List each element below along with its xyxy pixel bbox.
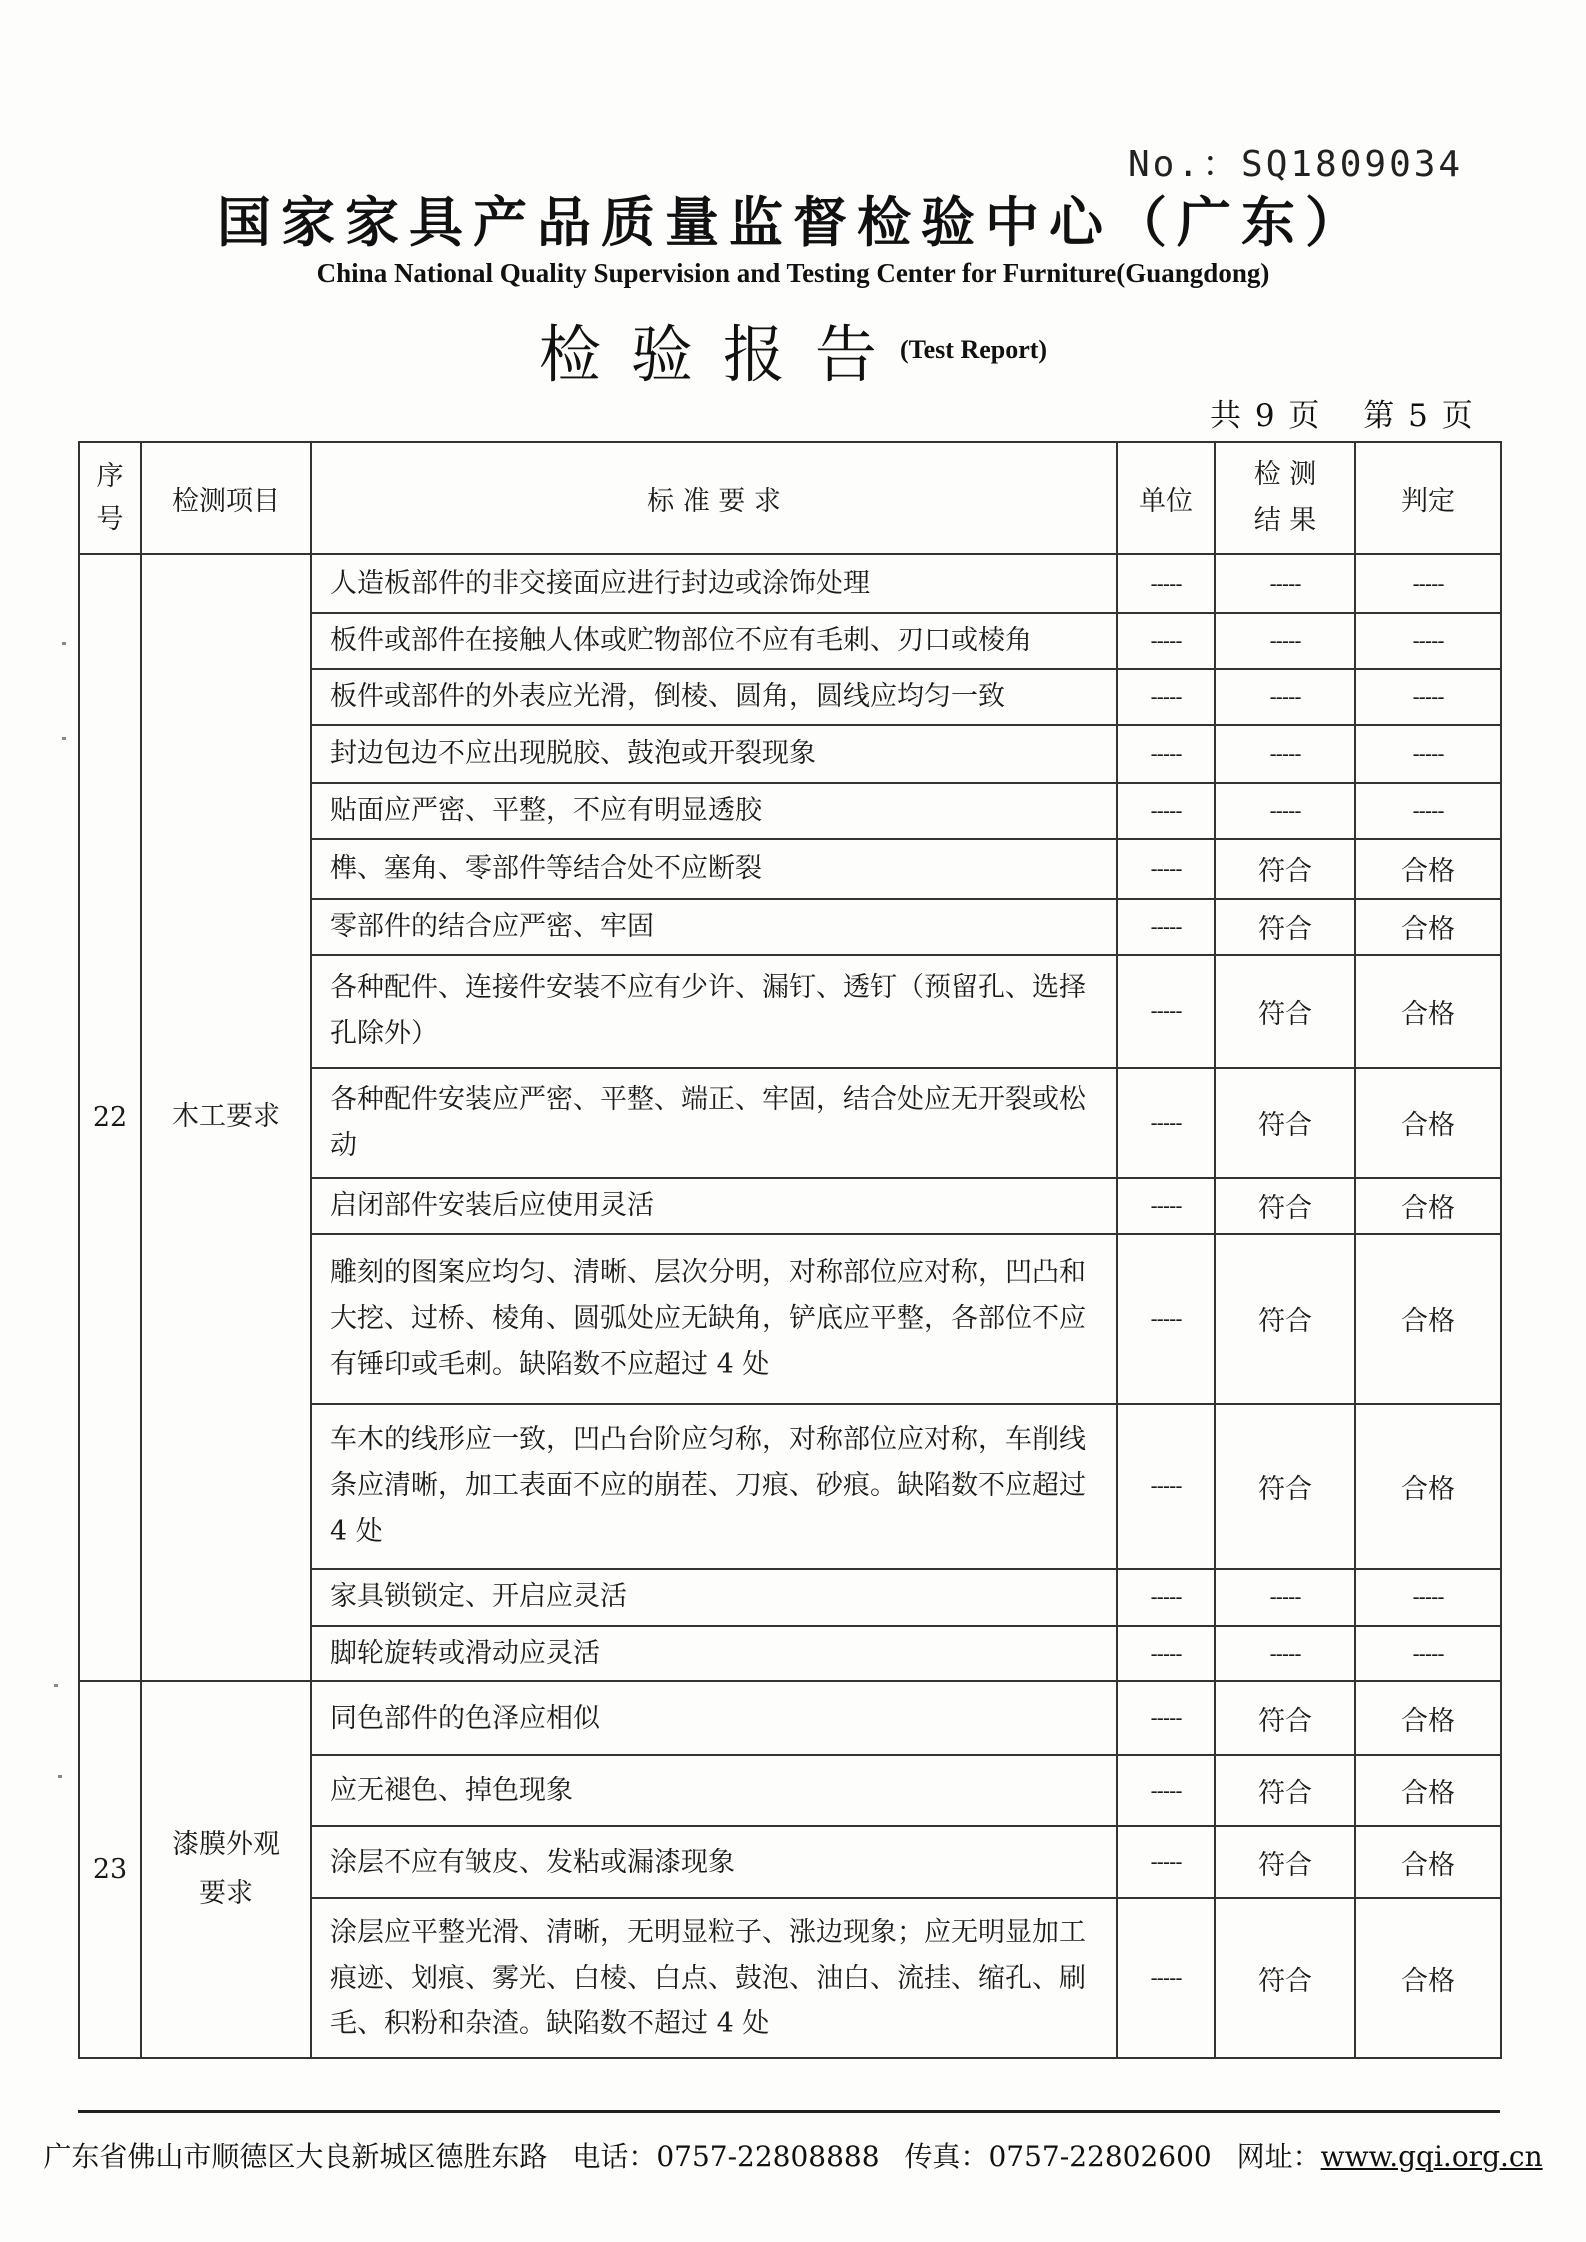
subtitle-chinese: 检验报告 — [538, 318, 907, 391]
result-cell: 符合 — [1215, 839, 1355, 899]
requirement-cell: 板件或部件的外表应光滑，倒棱、圆角，圆线应均匀一致 — [311, 669, 1117, 725]
requirement-cell: 应无褪色、掉色现象 — [311, 1755, 1117, 1826]
requirement-cell: 雕刻的图案应均匀、清晰、层次分明，对称部位应对称，凹凸和大挖、过桥、棱角、圆弧处应无缺角，铲底应平整，各部位不应有锤印或毛刺。缺陷数不应超过 4 处 — [311, 1234, 1117, 1404]
result-cell: ----- — [1215, 554, 1355, 613]
result-cell: 符合 — [1215, 899, 1355, 955]
header-result: 检 测结 果 — [1215, 442, 1355, 554]
result-cell: ----- — [1215, 1626, 1355, 1682]
requirement-cell: 封边包边不应出现脱胶、鼓泡或开裂现象 — [311, 725, 1117, 783]
unit-cell: ----- — [1117, 1068, 1215, 1178]
table-row — [79, 554, 1501, 613]
result-cell: ----- — [1215, 613, 1355, 669]
unit-cell: ----- — [1117, 783, 1215, 839]
table-header-row — [79, 442, 1501, 554]
requirement-cell: 人造板部件的非交接面应进行封边或涂饰处理 — [311, 554, 1117, 613]
footer-address: 广东省佛山市顺德区大良新城区德胜东路 — [43, 2140, 548, 2173]
current-page: 第 5 页 — [1363, 398, 1475, 434]
requirement-cell: 涂层不应有皱皮、发粘或漏漆现象 — [311, 1826, 1117, 1898]
scan-mark — [62, 642, 66, 645]
center-title-english: China National Quality Supervision and Testing Center for Furniture(Guangdong) — [316, 258, 1270, 288]
requirement-cell: 各种配件安装应严密、平整、端正、牢固，结合处应无开裂或松动 — [311, 1068, 1117, 1178]
table-body — [79, 554, 1501, 2058]
table-row — [79, 1681, 1501, 1755]
footer-website — [1237, 2140, 1543, 2173]
inspection-table — [78, 441, 1502, 2059]
footer-website-label: 网址： — [1236, 2140, 1321, 2173]
center-title-chinese: 国家家具产品质量监督检验中心（广东） — [217, 190, 1369, 254]
verdict-cell: 合格 — [1355, 899, 1501, 955]
unit-cell: ----- — [1117, 1826, 1215, 1898]
unit-cell: ----- — [1117, 1898, 1215, 2058]
verdict-cell: ----- — [1355, 1626, 1501, 1682]
unit-cell: ----- — [1117, 1404, 1215, 1569]
unit-cell: ----- — [1117, 1681, 1215, 1755]
verdict-cell: ----- — [1355, 783, 1501, 839]
header-seq: 序号 — [79, 442, 141, 554]
requirement-cell: 同色部件的色泽应相似 — [311, 1681, 1117, 1755]
verdict-cell: 合格 — [1355, 1898, 1501, 2058]
website-link[interactable]: www.gqi.org.cn — [1320, 2140, 1543, 2173]
requirement-cell: 脚轮旋转或滑动应灵活 — [311, 1626, 1117, 1682]
header-requirement: 标 准 要 求 — [311, 442, 1117, 554]
verdict-cell: 合格 — [1355, 1681, 1501, 1755]
result-cell: 符合 — [1215, 1755, 1355, 1826]
footer — [0, 2135, 1586, 2175]
header-item: 检测项目 — [141, 442, 311, 554]
requirement-cell: 零部件的结合应严密、牢固 — [311, 899, 1117, 955]
unit-cell: ----- — [1117, 613, 1215, 669]
result-cell: ----- — [1215, 783, 1355, 839]
report-subtitle — [0, 305, 1586, 394]
footer-phone: 电话：0757-22808888 — [572, 2140, 880, 2173]
result-cell: ----- — [1215, 1569, 1355, 1626]
unit-cell: ----- — [1117, 669, 1215, 725]
result-cell: 符合 — [1215, 1234, 1355, 1404]
report-number: No.：SQ1809034 — [1128, 144, 1464, 185]
unit-cell: ----- — [1117, 1569, 1215, 1626]
result-cell: 符合 — [1215, 1404, 1355, 1569]
requirement-cell: 家具锁锁定、开启应灵活 — [311, 1569, 1117, 1626]
total-pages: 共 9 页 — [1210, 398, 1322, 434]
result-cell: 符合 — [1215, 1178, 1355, 1234]
verdict-cell: 合格 — [1355, 1234, 1501, 1404]
verdict-cell: 合格 — [1355, 1755, 1501, 1826]
result-cell: 符合 — [1215, 1681, 1355, 1755]
header-verdict: 判定 — [1355, 442, 1501, 554]
verdict-cell: 合格 — [1355, 1404, 1501, 1569]
footer-divider — [78, 2110, 1500, 2113]
unit-cell: ----- — [1117, 1234, 1215, 1404]
unit-cell: ----- — [1117, 839, 1215, 899]
requirement-cell: 启闭部件安装后应使用灵活 — [311, 1178, 1117, 1234]
unit-cell: ----- — [1117, 1626, 1215, 1682]
footer-fax: 传真：0757-22802600 — [904, 2140, 1212, 2173]
page-info — [1210, 390, 1475, 435]
result-cell: 符合 — [1215, 1068, 1355, 1178]
unit-cell: ----- — [1117, 899, 1215, 955]
unit-cell: ----- — [1117, 554, 1215, 613]
scan-mark — [54, 1684, 58, 1687]
verdict-cell: ----- — [1355, 613, 1501, 669]
subtitle-english: (Test Report) — [900, 334, 1048, 364]
requirement-cell: 车木的线形应一致，凹凸台阶应匀称，对称部位应对称，车削线条应清晰，加工表面不应的崩茬、刀痕、砂痕。缺陷数不应超过 4 处 — [311, 1404, 1117, 1569]
requirement-cell: 榫、塞角、零部件等结合处不应断裂 — [311, 839, 1117, 899]
verdict-cell: ----- — [1355, 554, 1501, 613]
scan-mark — [62, 737, 66, 740]
seq-cell: 23 — [79, 1681, 141, 2058]
result-cell: 符合 — [1215, 1826, 1355, 1898]
verdict-cell: 合格 — [1355, 839, 1501, 899]
item-cell: 漆膜外观要求 — [141, 1681, 311, 2058]
verdict-cell: ----- — [1355, 1569, 1501, 1626]
unit-cell: ----- — [1117, 725, 1215, 783]
verdict-cell: ----- — [1355, 725, 1501, 783]
requirement-cell: 涂层应平整光滑、清晰，无明显粒子、涨边现象；应无明显加工痕迹、划痕、雾光、白棱、白点、鼓泡、油白、流挂、缩孔、刷毛、积粉和杂渣。缺陷数不超过 4 处 — [311, 1898, 1117, 2058]
header-unit: 单位 — [1117, 442, 1215, 554]
result-cell: ----- — [1215, 669, 1355, 725]
requirement-cell: 板件或部件在接触人体或贮物部位不应有毛刺、刃口或棱角 — [311, 613, 1117, 669]
verdict-cell: 合格 — [1355, 1178, 1501, 1234]
unit-cell: ----- — [1117, 1178, 1215, 1234]
result-cell: ----- — [1215, 725, 1355, 783]
requirement-cell: 各种配件、连接件安装不应有少许、漏钉、透钉（预留孔、选择孔除外） — [311, 955, 1117, 1068]
verdict-cell: ----- — [1355, 669, 1501, 725]
scan-mark — [58, 1775, 62, 1778]
result-cell: 符合 — [1215, 955, 1355, 1068]
requirement-cell: 贴面应严密、平整，不应有明显透胶 — [311, 783, 1117, 839]
verdict-cell: 合格 — [1355, 1068, 1501, 1178]
unit-cell: ----- — [1117, 1755, 1215, 1826]
item-cell: 木工要求 — [141, 554, 311, 1681]
verdict-cell: 合格 — [1355, 955, 1501, 1068]
seq-cell: 22 — [79, 554, 141, 1681]
unit-cell: ----- — [1117, 955, 1215, 1068]
verdict-cell: 合格 — [1355, 1826, 1501, 1898]
result-cell: 符合 — [1215, 1898, 1355, 2058]
